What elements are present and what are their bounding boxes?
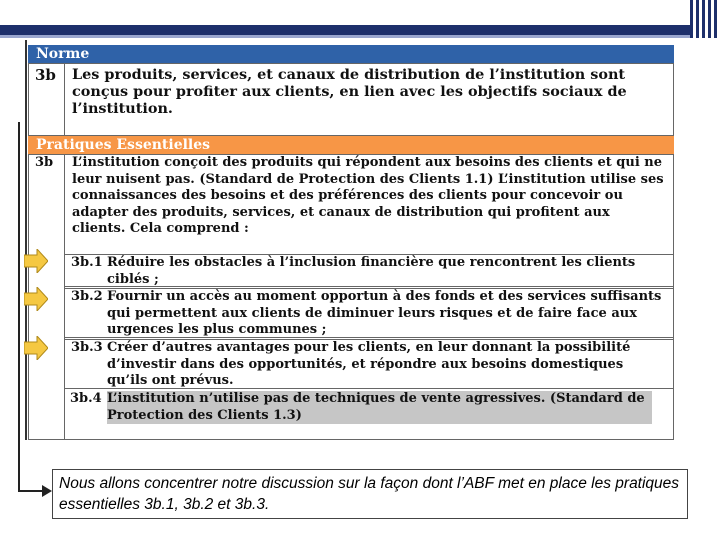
- connector-arrowhead-icon: [42, 485, 52, 497]
- standard-box: [28, 63, 674, 136]
- practice-item-3b2: [64, 288, 674, 338]
- practice-text: Fournir un accès au moment opportun à des fonds et des services suffisants qui permettent aux clients de diminuer leurs risques et de faire face aux urgences les plus communes ;: [107, 289, 662, 337]
- stripes-decoration: [690, 0, 720, 38]
- standard-code: 3b: [35, 66, 56, 84]
- discussion-note: Nous allons concentrer notre discussion sur la façon dont l’ABF met en place les pratiques essentielles 3b.1, 3b.2 et 3b.3.: [52, 469, 688, 519]
- arrow-right-icon: [24, 336, 48, 360]
- practices-intro: L’institution conçoit des produits qui répondent aux besoins des clients et qui ne leur nuisent pas. (Standard de Protection des Clients 1.1) L’institution utilise ses connaissances des besoins et des préférences des clients pour concevoir ou adapter des produits, services, et canaux de distribution qui profitent aux clients. Cela comprend :: [72, 155, 664, 236]
- practice-code: 3b.3: [71, 340, 103, 355]
- practices-header: Pratiques Essentielles: [28, 136, 674, 154]
- arrow-right-icon: [24, 287, 48, 311]
- arrow-right-icon: [24, 249, 48, 273]
- practice-code: 3b.2: [71, 289, 103, 304]
- standard-text: Les produits, services, et canaux de distribution de l’institution sont conçus pour profiter aux clients, en lien avec les objectifs sociaux de l’institution.: [72, 66, 627, 117]
- practice-code: 3b.1: [71, 255, 103, 270]
- connector-horizontal-line: [18, 490, 44, 492]
- connector-vertical-line: [18, 122, 20, 491]
- top-decorative-bar: [0, 0, 720, 38]
- practices-code: 3b: [35, 155, 54, 170]
- practice-code: 3b.4: [70, 391, 102, 406]
- left-border-line: [25, 40, 27, 440]
- practice-text-highlighted: L’institution n’utilise pas de techniques de vente agressives. (Standard de Protection des Clients 1.3): [107, 391, 652, 424]
- practice-item-3b3: [64, 339, 674, 389]
- practice-item-3b1: [64, 254, 674, 287]
- practice-text: Réduire les obstacles à l’inclusion financière que rencontrent les clients ciblés ;: [107, 255, 636, 287]
- standard-header: Norme: [28, 45, 674, 63]
- practice-text: Créer d’autres avantages pour les clients, en leur donnant la possibilité d’investir dans des opportunités, et répondre aux besoins domestiques qu’ils ont prévus.: [107, 340, 631, 388]
